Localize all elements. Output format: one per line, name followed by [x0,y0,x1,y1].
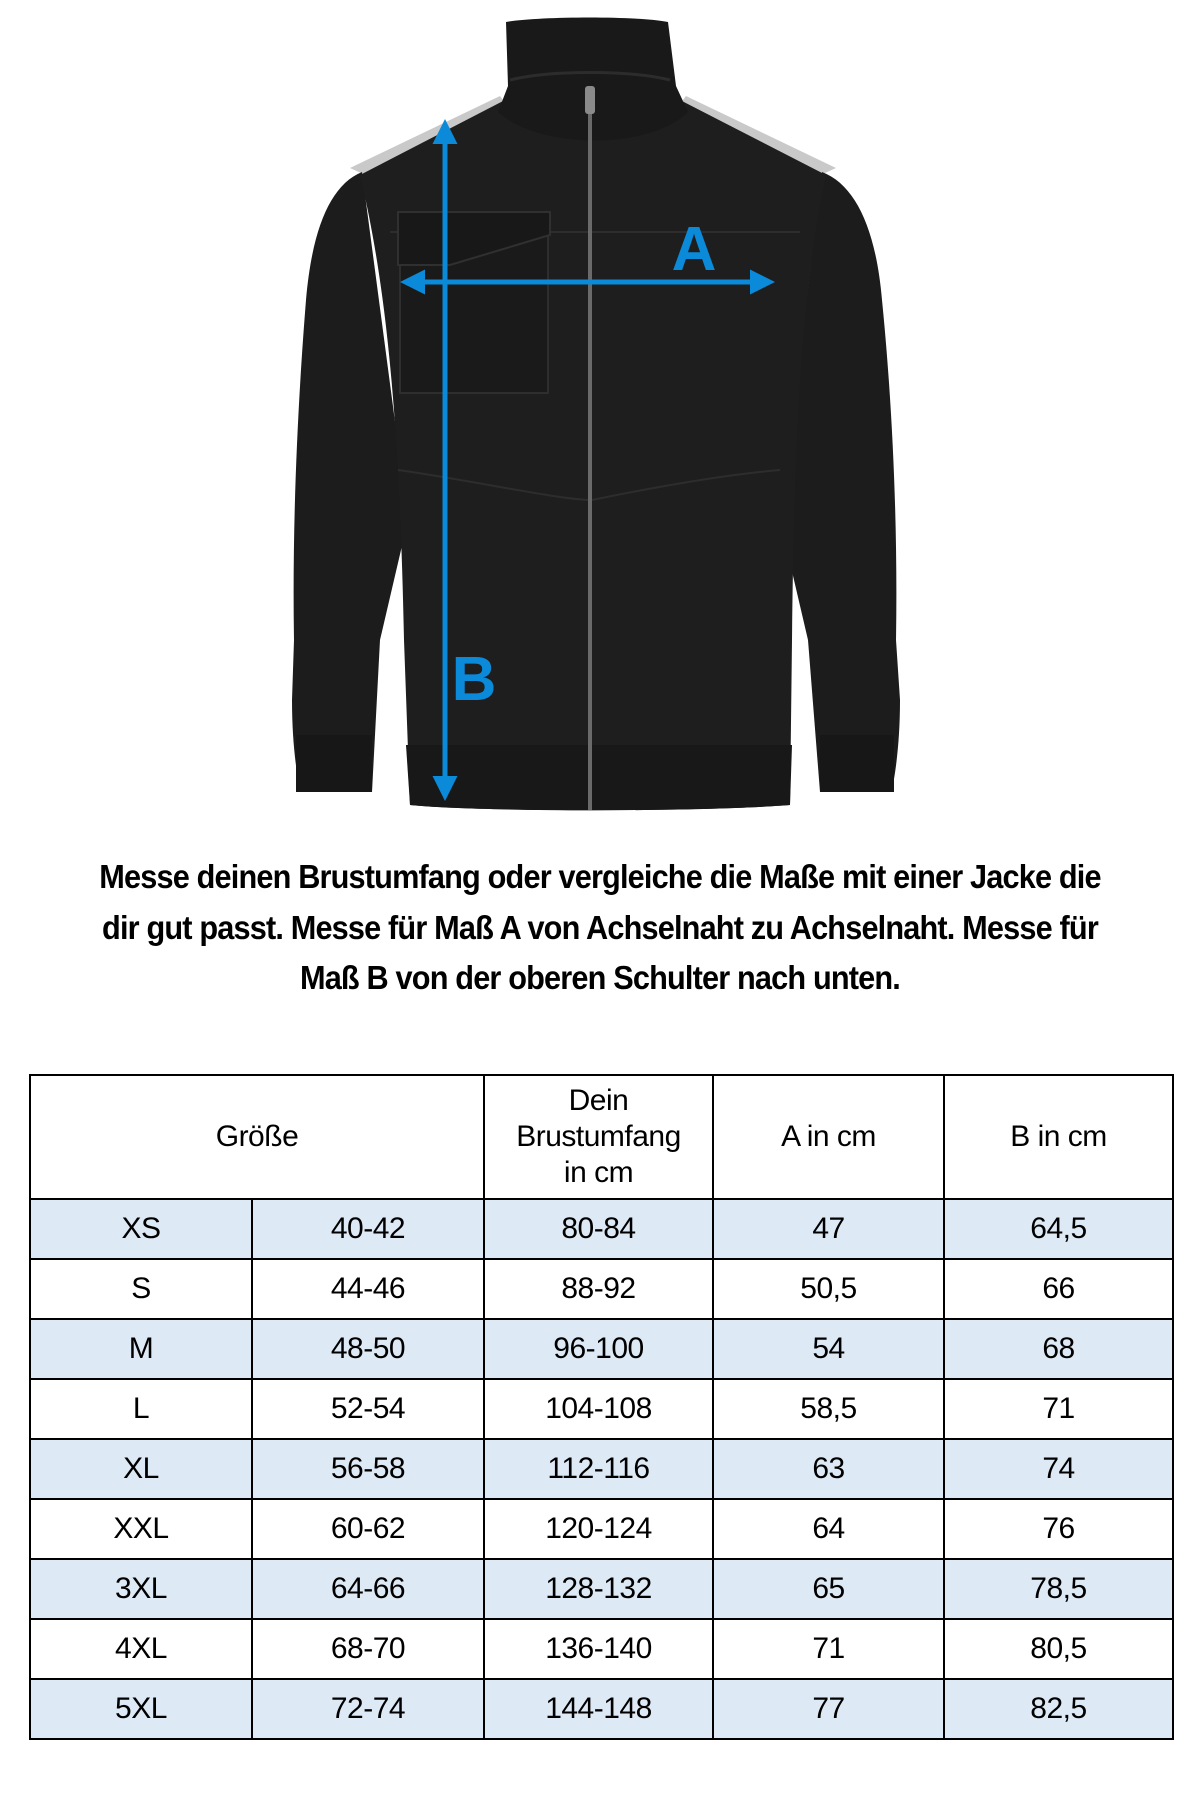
cell-chest: 112-116 [484,1439,713,1499]
cell-size: XL [30,1439,252,1499]
cell-chest: 128-132 [484,1559,713,1619]
size-chart-table [29,1074,1174,1740]
cell-b: 82,5 [944,1679,1173,1739]
cell-b: 80,5 [944,1619,1173,1679]
table-row [30,1319,1173,1379]
table-row [30,1679,1173,1739]
cell-a: 50,5 [713,1259,944,1319]
cell-size: XS [30,1199,252,1259]
cell-size: 4XL [30,1619,252,1679]
cell-eu-size: 68-70 [252,1619,484,1679]
cell-size: 3XL [30,1559,252,1619]
cell-a: 54 [713,1319,944,1379]
cell-b: 66 [944,1259,1173,1319]
cell-b: 76 [944,1499,1173,1559]
header-chest-line1: Dein [568,1084,629,1117]
cell-chest: 96-100 [484,1319,713,1379]
cell-chest: 144-148 [484,1679,713,1739]
table-row [30,1439,1173,1499]
jacket-body [360,100,826,810]
cell-size: S [30,1259,252,1319]
table-row [30,1259,1173,1319]
jacket-measurement-figure [0,0,1200,830]
table-row [30,1379,1173,1439]
cell-a: 58,5 [713,1379,944,1439]
cell-chest: 88-92 [484,1259,713,1319]
cell-b: 78,5 [944,1559,1173,1619]
measurement-instructions: Messe deinen Brustumfang oder vergleiche die Maße mit einer Jacke die dir gut passt. Messe für Maß A von Achselnaht zu Achselnaht. Messe für Maß B von der oberen Schulter nach unten. [99,858,1101,996]
cell-b: 68 [944,1319,1173,1379]
cell-b: 71 [944,1379,1173,1439]
cell-b: 74 [944,1439,1173,1499]
cell-size: XXL [30,1499,252,1559]
table-row [30,1619,1173,1679]
cell-a: 71 [713,1619,944,1679]
cell-eu-size: 52-54 [252,1379,484,1439]
header-a: A in cm [713,1075,944,1199]
cell-chest: 136-140 [484,1619,713,1679]
cell-a: 63 [713,1439,944,1499]
header-chest [484,1075,713,1199]
right-cuff [820,735,894,792]
cell-a: 77 [713,1679,944,1739]
header-chest-line3: in cm [563,1156,634,1189]
cell-size: M [30,1319,252,1379]
zipper-pull [585,86,595,114]
cell-chest: 120-124 [484,1499,713,1559]
waistband [406,745,792,810]
table-row [30,1199,1173,1259]
left-cuff [296,735,372,792]
cell-chest: 80-84 [484,1199,713,1259]
label-b: B [451,645,497,714]
cell-eu-size: 40-42 [252,1199,484,1259]
cell-eu-size: 44-46 [252,1259,484,1319]
label-a: A [671,215,717,284]
cell-eu-size: 64-66 [252,1559,484,1619]
header-chest-line2: Brustumfang [516,1120,681,1153]
chest-pocket [398,212,550,393]
cell-a: 65 [713,1559,944,1619]
cell-a: 64 [713,1499,944,1559]
cell-eu-size: 48-50 [252,1319,484,1379]
header-b: B in cm [944,1075,1173,1199]
table-header-row [30,1075,1173,1199]
cell-chest: 104-108 [484,1379,713,1439]
header-size: Größe [30,1075,484,1199]
cell-eu-size: 56-58 [252,1439,484,1499]
cell-eu-size: 72-74 [252,1679,484,1739]
table-row [30,1499,1173,1559]
cell-eu-size: 60-62 [252,1499,484,1559]
cell-size: 5XL [30,1679,252,1739]
cell-size: L [30,1379,252,1439]
table-row [30,1559,1173,1619]
cell-a: 47 [713,1199,944,1259]
cell-b: 64,5 [944,1199,1173,1259]
jacket-illustration [0,0,1200,830]
